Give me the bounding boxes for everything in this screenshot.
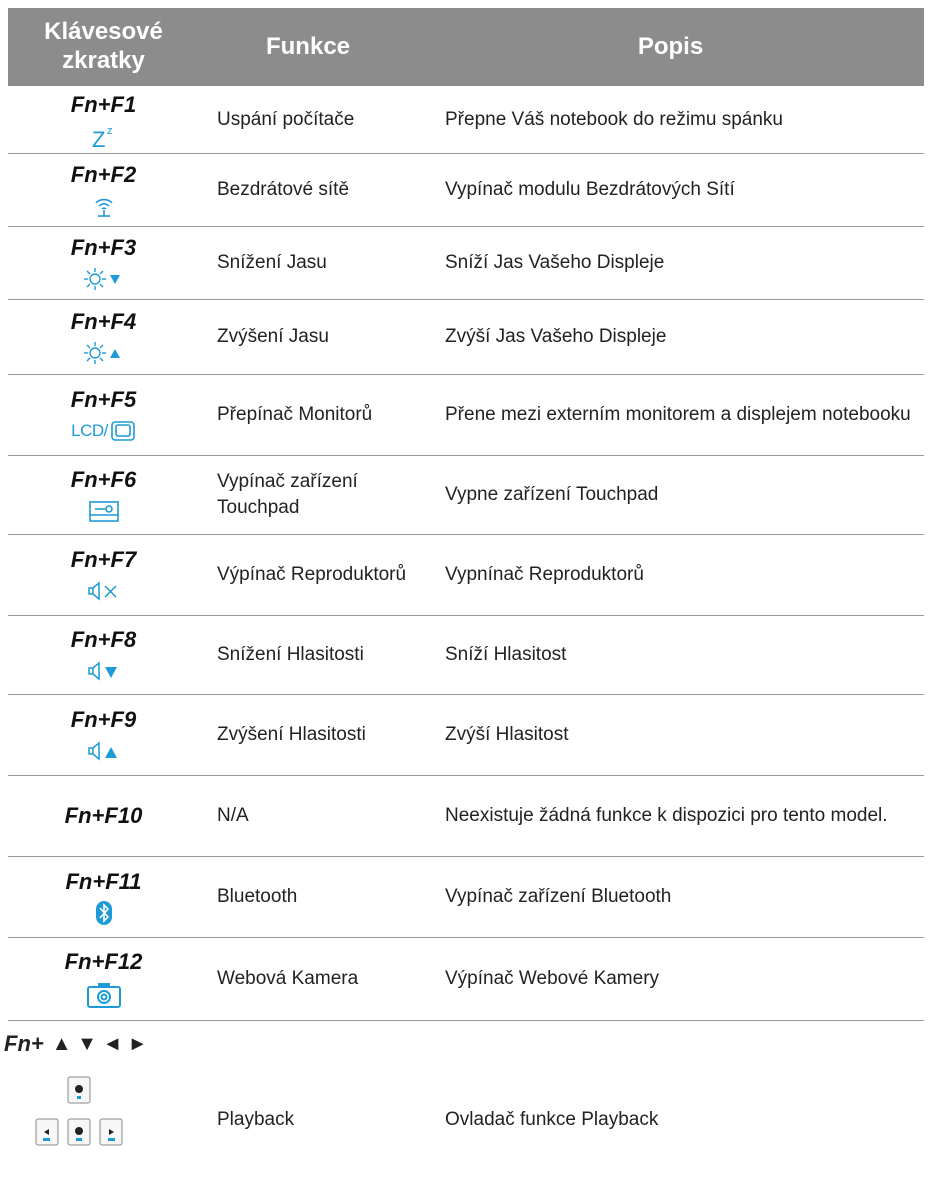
table-row [8,535,924,616]
hotkey-label: Fn+F2 [70,162,137,187]
function-cell: N/A [217,805,249,827]
display-switch-icon [71,419,136,443]
mute-icon [86,579,122,603]
function-cell: Snížení Hlasitosti [217,644,364,666]
table-row [8,616,924,695]
description-cell: Vypne zařízení Touchpad [445,484,659,506]
volume-down-icon [86,659,122,683]
table-row [8,857,924,938]
table-row [8,227,924,300]
bluetooth-icon [95,901,113,925]
display-switch-text: LCD/ [71,421,108,440]
description-cell: Přepne Váš notebook do režimu spánku [445,108,783,130]
function-cell: Snížení Jasu [217,252,327,274]
webcam-icon [86,981,122,1009]
function-cell: Vypínač zařízení Touchpad [217,471,358,518]
hotkey-label: Fn+F6 [70,467,137,492]
sleep-icon [86,124,122,148]
touchpad-icon [88,499,120,523]
description-cell: Zvýší Jas Vašeho Displeje [445,326,667,348]
table-row [8,300,924,375]
brightness-down-icon [83,267,125,291]
hotkey-label: Fn+F5 [70,387,137,412]
description-cell: Sníží Hlasitost [445,644,567,666]
svg-text:Z: Z [91,126,105,148]
header-description: Popis [637,32,704,60]
function-cell: Webová Kamera [217,968,359,990]
playback-keys-icon [32,1075,128,1156]
table-row [8,456,924,535]
description-cell: Vypínač zařízení Bluetooth [445,886,672,908]
wireless-icon [92,194,116,218]
description-cell: Přene mezi externím monitorem a displejem notebooku [445,404,911,426]
header-function: Funkce [265,32,351,60]
function-cell: Playback [217,1109,295,1131]
function-cell: Výpínač Reproduktorů [217,564,407,586]
arrow-keys-label: ▲ ▼ ◄ ► [51,1032,148,1055]
description-cell: Sníží Jas Vašeho Displeje [445,252,665,274]
header-shortcuts: Klávesové zkratky [44,18,163,74]
table-row [4,1021,924,1171]
table-row [8,375,924,456]
hotkey-label: Fn+F1 [70,91,137,117]
hotkey-label: Fn+F12 [64,949,143,974]
hotkey-label: Fn+F4 [70,309,137,334]
hotkey-label: Fn+F9 [70,707,137,732]
hotkey-table [4,8,924,1171]
volume-up-icon [86,739,122,763]
hotkey-label [4,1031,148,1057]
table-header [8,8,924,86]
table-row [8,695,924,776]
table-row [8,938,924,1021]
function-cell: Uspání počítače [217,108,355,130]
svg-text:z: z [106,124,112,137]
table-row [8,86,924,154]
hotkey-label: Fn+F7 [70,547,137,572]
description-cell: Zvýší Hlasitost [445,724,569,746]
description-cell: Neexistuje žádná funkce k dispozici pro tento model. [445,805,888,827]
function-cell: Přepínač Monitorů [217,404,373,426]
function-cell: Bezdrátové sítě [217,179,350,201]
description-cell: Vypínač modulu Bezdrátových Sítí [445,179,735,201]
function-cell: Zvýšení Jasu [217,326,329,348]
hotkey-prefix: Fn+ [4,1031,44,1056]
table-row [8,776,924,857]
function-cell: Zvýšení Hlasitosti [217,724,366,746]
brightness-up-icon [83,341,125,365]
description-cell: Výpínač Webové Kamery [445,968,660,990]
description-cell: Ovladač funkce Playback [445,1109,659,1131]
function-cell: Bluetooth [217,886,298,908]
hotkey-label: Fn+F11 [65,869,142,894]
hotkey-label: Fn+F10 [64,803,143,828]
hotkey-label: Fn+F3 [70,235,137,260]
description-cell: Vypnínač Reproduktorů [445,564,644,586]
table-row [8,154,924,227]
hotkey-label: Fn+F8 [70,627,137,652]
